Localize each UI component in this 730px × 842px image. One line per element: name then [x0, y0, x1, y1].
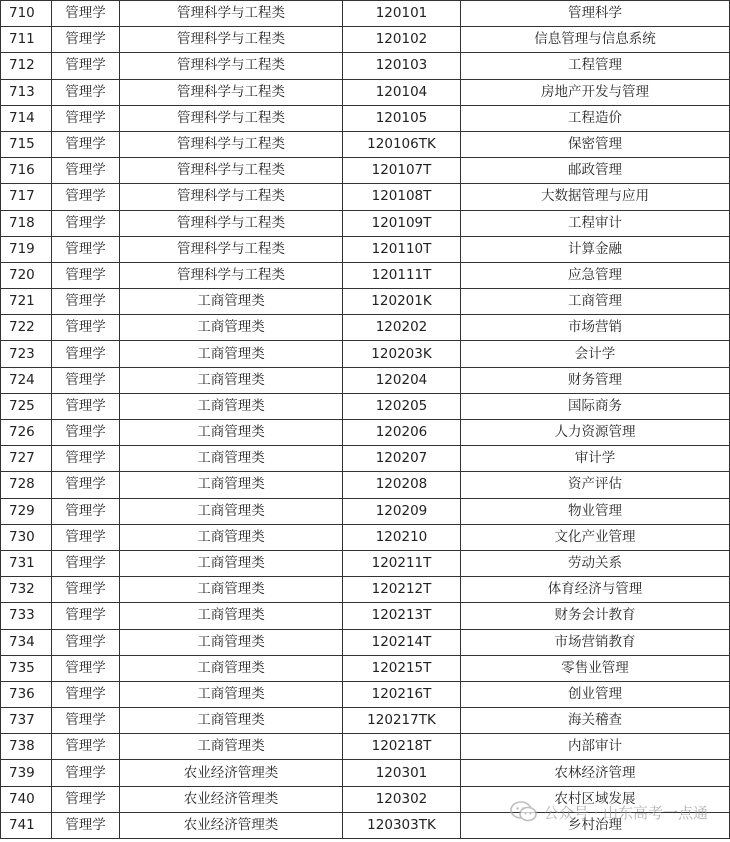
- row-number-cell: 736: [1, 681, 52, 707]
- table-row: [1, 393, 730, 419]
- major-code-cell: 120205: [343, 393, 461, 419]
- major-name-cell: 工程管理: [461, 53, 730, 79]
- major-code-cell: 120216T: [343, 681, 461, 707]
- discipline-cell: 管理学: [52, 498, 120, 524]
- row-number-cell: 714: [1, 105, 52, 131]
- category-cell: 管理科学与工程类: [120, 131, 343, 157]
- category-cell: 工商管理类: [120, 420, 343, 446]
- row-number-cell: 712: [1, 53, 52, 79]
- category-cell: 管理科学与工程类: [120, 236, 343, 262]
- table-row: [1, 786, 730, 812]
- discipline-cell: 管理学: [52, 655, 120, 681]
- category-cell: 工商管理类: [120, 734, 343, 760]
- major-name-cell: 财务管理: [461, 367, 730, 393]
- discipline-cell: 管理学: [52, 79, 120, 105]
- major-code-cell: 120201K: [343, 289, 461, 315]
- major-name-cell: 保密管理: [461, 131, 730, 157]
- major-name-cell: 会计学: [461, 341, 730, 367]
- row-number-cell: 738: [1, 734, 52, 760]
- category-cell: 农业经济管理类: [120, 812, 343, 838]
- table-row: [1, 27, 730, 53]
- row-number-cell: 713: [1, 79, 52, 105]
- category-cell: 农业经济管理类: [120, 786, 343, 812]
- row-number-cell: 715: [1, 131, 52, 157]
- major-name-cell: 应急管理: [461, 262, 730, 288]
- major-code-cell: 120106TK: [343, 131, 461, 157]
- major-code-cell: 120214T: [343, 629, 461, 655]
- category-cell: 工商管理类: [120, 603, 343, 629]
- major-code-cell: 120210: [343, 524, 461, 550]
- table-row: [1, 262, 730, 288]
- discipline-cell: 管理学: [52, 786, 120, 812]
- table-row: [1, 472, 730, 498]
- major-code-cell: 120209: [343, 498, 461, 524]
- row-number-cell: 723: [1, 341, 52, 367]
- table-row: [1, 629, 730, 655]
- category-cell: 工商管理类: [120, 498, 343, 524]
- discipline-cell: 管理学: [52, 27, 120, 53]
- row-number-cell: 730: [1, 524, 52, 550]
- table-body: [1, 1, 730, 839]
- table-row: [1, 577, 730, 603]
- table-row: [1, 420, 730, 446]
- major-code-cell: 120212T: [343, 577, 461, 603]
- major-name-cell: 国际商务: [461, 393, 730, 419]
- table-row: [1, 812, 730, 838]
- major-code-cell: 120301: [343, 760, 461, 786]
- major-name-cell: 工程审计: [461, 210, 730, 236]
- major-name-cell: 农林经济管理: [461, 760, 730, 786]
- row-number-cell: 739: [1, 760, 52, 786]
- row-number-cell: 735: [1, 655, 52, 681]
- table-row: [1, 681, 730, 707]
- row-number-cell: 740: [1, 786, 52, 812]
- major-name-cell: 文化产业管理: [461, 524, 730, 550]
- table-row: [1, 603, 730, 629]
- table-row: [1, 734, 730, 760]
- row-number-cell: 734: [1, 629, 52, 655]
- major-code-cell: 120213T: [343, 603, 461, 629]
- category-cell: 工商管理类: [120, 550, 343, 576]
- major-code-cell: 120109T: [343, 210, 461, 236]
- discipline-cell: 管理学: [52, 131, 120, 157]
- major-name-cell: 体育经济与管理: [461, 577, 730, 603]
- row-number-cell: 711: [1, 27, 52, 53]
- major-name-cell: 创业管理: [461, 681, 730, 707]
- row-number-cell: 726: [1, 420, 52, 446]
- row-number-cell: 724: [1, 367, 52, 393]
- major-name-cell: 市场营销: [461, 315, 730, 341]
- table-row: [1, 524, 730, 550]
- row-number-cell: 741: [1, 812, 52, 838]
- major-name-cell: 工程造价: [461, 105, 730, 131]
- discipline-cell: 管理学: [52, 236, 120, 262]
- major-code-cell: 120211T: [343, 550, 461, 576]
- major-name-cell: 计算金融: [461, 236, 730, 262]
- major-name-cell: 劳动关系: [461, 550, 730, 576]
- discipline-cell: 管理学: [52, 603, 120, 629]
- row-number-cell: 721: [1, 289, 52, 315]
- row-number-cell: 710: [1, 1, 52, 27]
- row-number-cell: 717: [1, 184, 52, 210]
- category-cell: 管理科学与工程类: [120, 79, 343, 105]
- major-name-cell: 资产评估: [461, 472, 730, 498]
- discipline-cell: 管理学: [52, 472, 120, 498]
- category-cell: 农业经济管理类: [120, 760, 343, 786]
- row-number-cell: 733: [1, 603, 52, 629]
- row-number-cell: 719: [1, 236, 52, 262]
- discipline-cell: 管理学: [52, 577, 120, 603]
- table-row: [1, 79, 730, 105]
- major-code-cell: 120206: [343, 420, 461, 446]
- discipline-cell: 管理学: [52, 184, 120, 210]
- row-number-cell: 722: [1, 315, 52, 341]
- discipline-cell: 管理学: [52, 681, 120, 707]
- table-row: [1, 708, 730, 734]
- discipline-cell: 管理学: [52, 315, 120, 341]
- major-code-cell: 120215T: [343, 655, 461, 681]
- major-name-cell: 管理科学: [461, 1, 730, 27]
- table-row: [1, 131, 730, 157]
- watermark-text: 公众号 · 山东高考一点通: [543, 803, 708, 822]
- table-row: [1, 289, 730, 315]
- category-cell: 工商管理类: [120, 315, 343, 341]
- table-row: [1, 498, 730, 524]
- row-number-cell: 729: [1, 498, 52, 524]
- category-cell: 工商管理类: [120, 393, 343, 419]
- major-name-cell: 海关稽查: [461, 708, 730, 734]
- major-name-cell: 工商管理: [461, 289, 730, 315]
- major-code-cell: 120110T: [343, 236, 461, 262]
- major-name-cell: 房地产开发与管理: [461, 79, 730, 105]
- major-code-cell: 120218T: [343, 734, 461, 760]
- table-row: [1, 315, 730, 341]
- category-cell: 工商管理类: [120, 629, 343, 655]
- major-code-cell: 120204: [343, 367, 461, 393]
- category-cell: 工商管理类: [120, 708, 343, 734]
- discipline-cell: 管理学: [52, 210, 120, 236]
- major-code-cell: 120303TK: [343, 812, 461, 838]
- row-number-cell: 727: [1, 446, 52, 472]
- major-code-cell: 120302: [343, 786, 461, 812]
- category-cell: 管理科学与工程类: [120, 105, 343, 131]
- table-row: [1, 105, 730, 131]
- major-code-cell: 120103: [343, 53, 461, 79]
- discipline-cell: 管理学: [52, 262, 120, 288]
- major-name-cell: 大数据管理与应用: [461, 184, 730, 210]
- discipline-cell: 管理学: [52, 420, 120, 446]
- major-name-cell: 市场营销教育: [461, 629, 730, 655]
- major-name-cell: 内部审计: [461, 734, 730, 760]
- category-cell: 管理科学与工程类: [120, 262, 343, 288]
- discipline-cell: 管理学: [52, 1, 120, 27]
- major-name-cell: 邮政管理: [461, 158, 730, 184]
- table-row: [1, 53, 730, 79]
- category-cell: 工商管理类: [120, 289, 343, 315]
- major-name-cell: 零售业管理: [461, 655, 730, 681]
- row-number-cell: 725: [1, 393, 52, 419]
- row-number-cell: 732: [1, 577, 52, 603]
- table-row: [1, 341, 730, 367]
- category-cell: 工商管理类: [120, 472, 343, 498]
- row-number-cell: 728: [1, 472, 52, 498]
- major-code-cell: 120217TK: [343, 708, 461, 734]
- major-code-cell: 120202: [343, 315, 461, 341]
- major-name-cell: 物业管理: [461, 498, 730, 524]
- table-row: [1, 550, 730, 576]
- category-cell: 工商管理类: [120, 577, 343, 603]
- category-cell: 管理科学与工程类: [120, 53, 343, 79]
- discipline-cell: 管理学: [52, 760, 120, 786]
- major-name-cell: 农村区域发展: [461, 786, 730, 812]
- table-row: [1, 210, 730, 236]
- major-name-cell: 财务会计教育: [461, 603, 730, 629]
- discipline-cell: 管理学: [52, 105, 120, 131]
- major-name-cell: 人力资源管理: [461, 420, 730, 446]
- category-cell: 管理科学与工程类: [120, 1, 343, 27]
- discipline-cell: 管理学: [52, 53, 120, 79]
- row-number-cell: 737: [1, 708, 52, 734]
- discipline-cell: 管理学: [52, 446, 120, 472]
- category-cell: 工商管理类: [120, 367, 343, 393]
- discipline-cell: 管理学: [52, 812, 120, 838]
- row-number-cell: 720: [1, 262, 52, 288]
- category-cell: 工商管理类: [120, 524, 343, 550]
- table-row: [1, 446, 730, 472]
- discipline-cell: 管理学: [52, 550, 120, 576]
- category-cell: 管理科学与工程类: [120, 158, 343, 184]
- major-code-cell: 120111T: [343, 262, 461, 288]
- major-code-cell: 120101: [343, 1, 461, 27]
- major-name-cell: 乡村治理: [461, 812, 730, 838]
- major-code-cell: 120105: [343, 105, 461, 131]
- row-number-cell: 718: [1, 210, 52, 236]
- major-code-cell: 120207: [343, 446, 461, 472]
- discipline-cell: 管理学: [52, 158, 120, 184]
- table-row: [1, 760, 730, 786]
- major-code-cell: 120203K: [343, 341, 461, 367]
- category-cell: 管理科学与工程类: [120, 210, 343, 236]
- table-row: [1, 1, 730, 27]
- discipline-cell: 管理学: [52, 367, 120, 393]
- major-code-cell: 120208: [343, 472, 461, 498]
- category-cell: 工商管理类: [120, 655, 343, 681]
- major-code-cell: 120102: [343, 27, 461, 53]
- discipline-cell: 管理学: [52, 524, 120, 550]
- major-code-cell: 120104: [343, 79, 461, 105]
- row-number-cell: 716: [1, 158, 52, 184]
- row-number-cell: 731: [1, 550, 52, 576]
- major-code-cell: 120107T: [343, 158, 461, 184]
- major-code-cell: 120108T: [343, 184, 461, 210]
- discipline-cell: 管理学: [52, 393, 120, 419]
- discipline-cell: 管理学: [52, 734, 120, 760]
- category-cell: 管理科学与工程类: [120, 27, 343, 53]
- major-name-cell: 审计学: [461, 446, 730, 472]
- category-cell: 工商管理类: [120, 446, 343, 472]
- table-row: [1, 184, 730, 210]
- table-row: [1, 158, 730, 184]
- discipline-cell: 管理学: [52, 341, 120, 367]
- category-cell: 工商管理类: [120, 341, 343, 367]
- table-row: [1, 655, 730, 681]
- category-cell: 工商管理类: [120, 681, 343, 707]
- category-cell: 管理科学与工程类: [120, 184, 343, 210]
- major-name-cell: 信息管理与信息系统: [461, 27, 730, 53]
- table-row: [1, 367, 730, 393]
- discipline-cell: 管理学: [52, 708, 120, 734]
- discipline-cell: 管理学: [52, 289, 120, 315]
- discipline-cell: 管理学: [52, 629, 120, 655]
- table-row: [1, 236, 730, 262]
